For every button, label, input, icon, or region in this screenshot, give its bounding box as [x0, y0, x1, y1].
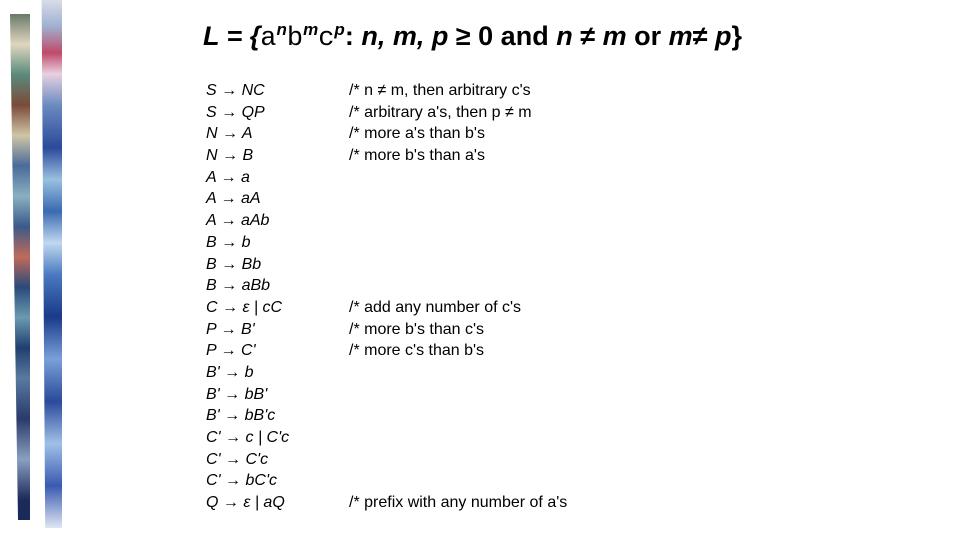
- rule-row: N → B: [206, 147, 254, 165]
- rule-row: A → aAb: [206, 212, 270, 230]
- rule-row: N → A: [206, 125, 253, 143]
- rule-comment: /* more b's than a's: [349, 147, 485, 165]
- rule-row: P → C': [206, 342, 256, 360]
- rule-row: A → aA: [206, 190, 261, 208]
- rule-comment: /* n ≠ m, then arbitrary c's: [349, 82, 531, 99]
- rule-row: B' → bB': [206, 385, 268, 403]
- grammar-rules: [206, 80, 289, 514]
- page-title: $L = \{a^nb^mc^p$: n, m, p ≥ 0 and n ≠ m or m≠ p}: [203, 20, 742, 54]
- decorative-strip-right: [38, 0, 62, 528]
- decorative-strip-left: [10, 14, 30, 520]
- rule-comment: /* add any number of c's: [349, 299, 522, 316]
- rule-row: B → aBb: [206, 277, 271, 295]
- rule-row: Q → ε | aQ: [206, 494, 285, 512]
- rule-comment: /* prefix with any number of a's: [349, 494, 568, 512]
- rule-row: C' → bC'c: [206, 472, 278, 490]
- rule-comment: /* more c's than b's: [349, 342, 485, 360]
- rule-row: B → Bb: [206, 255, 262, 273]
- rule-row: A → a: [206, 168, 250, 186]
- rule-row: C' → c | C'c: [206, 429, 290, 446]
- rule-row: S → NC: [206, 82, 265, 99]
- rule-row: C → ε | cC: [206, 298, 283, 316]
- rule-comment: /* more b's than c's: [349, 320, 485, 338]
- rule-row: B' → b: [206, 363, 254, 381]
- rule-comment: /* more a's than b's: [349, 125, 485, 143]
- rule-row: P → B': [206, 320, 255, 338]
- rule-row: S → QP: [206, 103, 265, 121]
- rule-row: B' → bB'c: [206, 407, 276, 425]
- rule-row: B → b: [206, 233, 251, 251]
- rule-row: C' → C'c: [206, 450, 269, 468]
- rule-comment: /* arbitrary a's, then p ≠ m: [349, 103, 532, 121]
